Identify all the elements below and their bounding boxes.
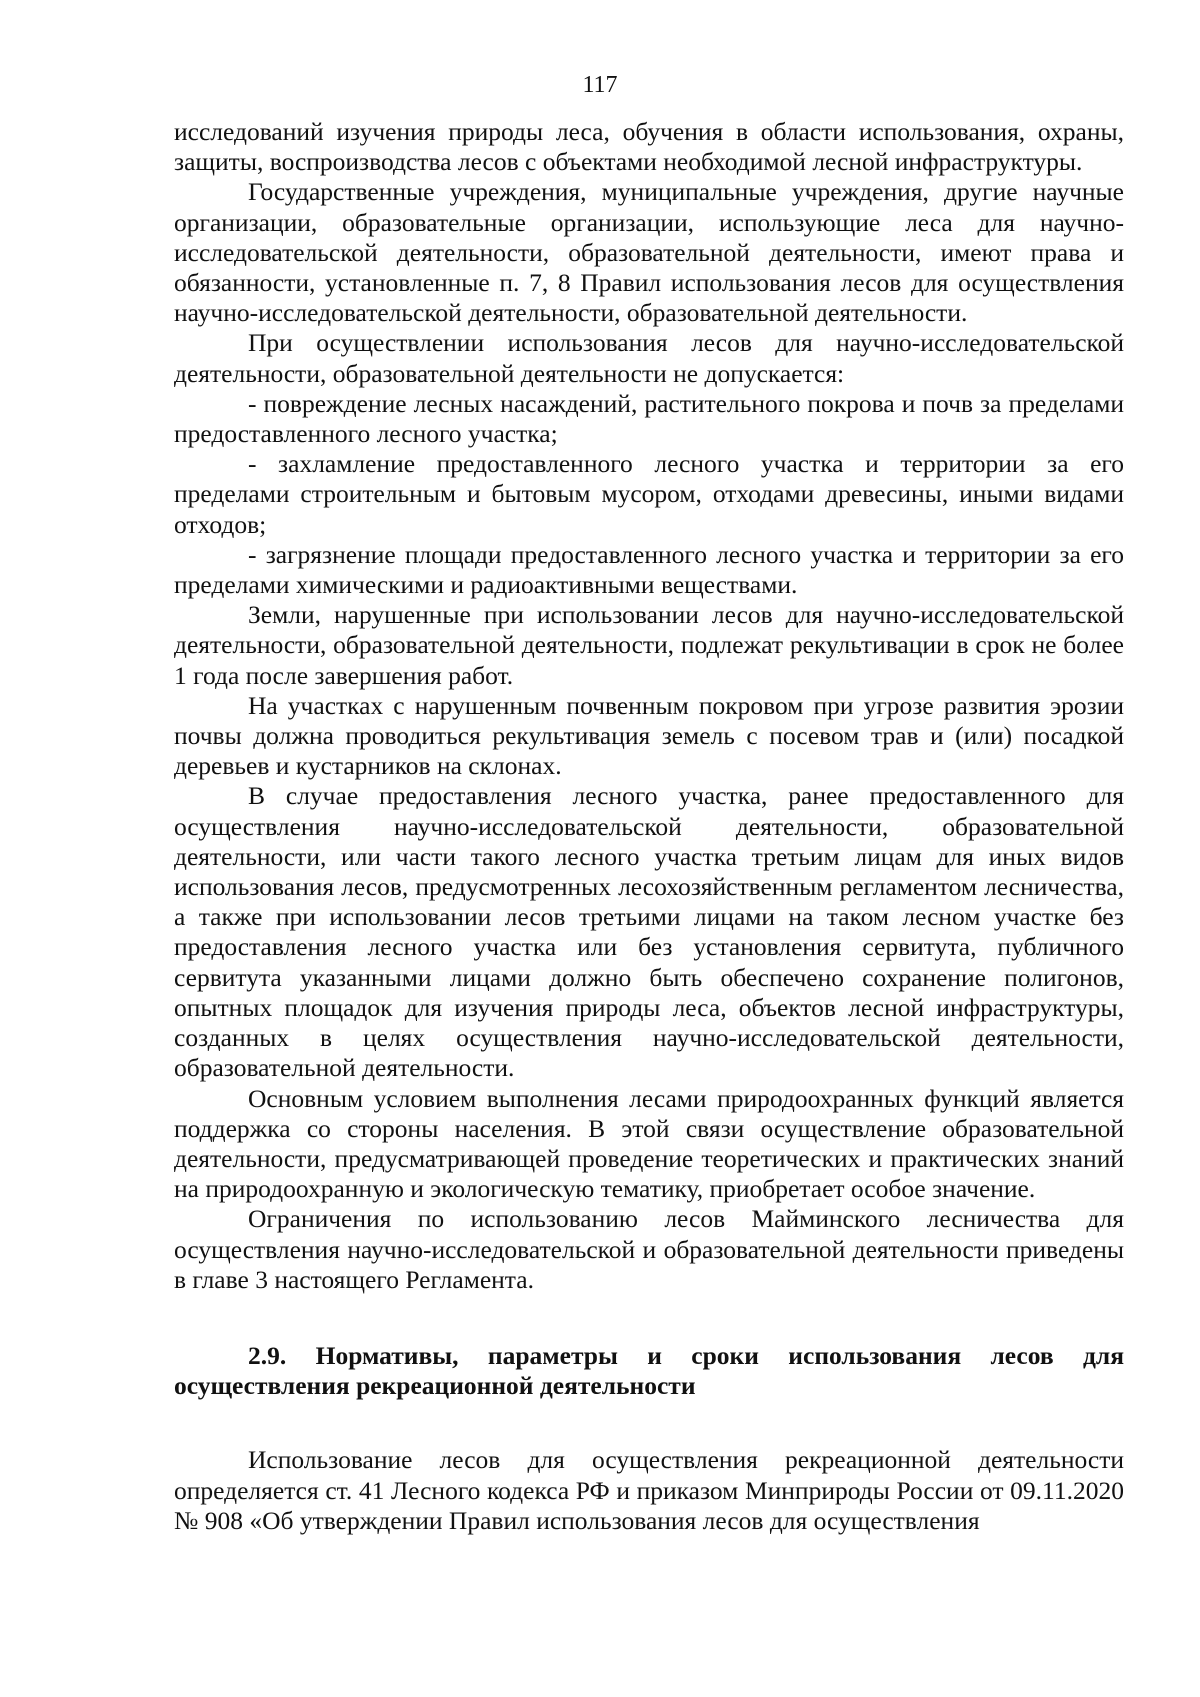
section-heading: 2.9. Нормативы, параметры и сроки использования лесов для осуществления рекреационной деятельности bbox=[174, 1340, 1124, 1401]
paragraph-third-parties: В случае предоставления лесного участка, ранее предоставленного для осуществления научно-исследовательской деятельности, образовательной деятельности, или части такого лесного участка третьим лицам для иных видов использования лесов, предусмотренных лесохозяйственным регламентом лесничества, а также при использовании лесов третьими лицами на таком лесном участке без предоставления лесного участка или без установления сервитута, публичного сервитута указанными лицами должно быть обеспечено сохранение полигонов, опытных площадок для изучения природы леса, объектов лесной инфраструктуры, созданных в целях осуществления научно-исследовательской деятельности, образовательной деятельности. bbox=[174, 781, 1124, 1083]
page-number: 117 bbox=[582, 72, 618, 98]
paragraph-public-support: Основным условием выполнения лесами природоохранных функций является поддержка со стороны населения. В этой связи осуществление образовательной деятельности, предусматривающей проведение теоретических и практических знаний на природоохранную и экологическую тематику, приобретает особое значение. bbox=[174, 1083, 1124, 1204]
paragraph-recreation: Использование лесов для осуществления рекреационной деятельности определяется ст. 41 Лесного кодекса РФ и приказом Минприроды России от 09.11.2020 № 908 «Об утверждении Правил использования лесов для осуществления bbox=[174, 1445, 1124, 1535]
paragraph-continuation: исследований изучения природы леса, обучения в области использования, охраны, защиты, воспроизводства лесов с объектами необходимой лесной инфраструктуры. bbox=[174, 117, 1124, 177]
paragraph-erosion: На участках с нарушенным почвенным покровом при угрозе развития эрозии почвы должна проводиться рекультивация земель с посевом трав и (или) посадкой деревьев и кустарников на склонах. bbox=[174, 690, 1124, 781]
paragraph-restrictions: Ограничения по использованию лесов Майминского лесничества для осуществления научно-исследовательской и образовательной деятельности приведены в главе 3 настоящего Регламента. bbox=[174, 1204, 1124, 1294]
list-item-damage: - повреждение лесных насаждений, растительного покрова и почв за пределами предоставленного лесного участка; bbox=[174, 388, 1124, 449]
document-body bbox=[174, 117, 1124, 1536]
paragraph-rights: Государственные учреждения, муниципальные учреждения, другие научные организации, образовательные организации, использующие леса для научно-исследовательской деятельности, образовательной деятельности, имеют права и обязанности, установленные п. 7, 8 Правил использования лесов для осуществления научно-исследовательской деятельности, образовательной деятельности. bbox=[174, 177, 1124, 328]
list-item-pollution: - загрязнение площади предоставленного лесного участка и территории за его пределами химическими и радиоактивными веществами. bbox=[174, 539, 1124, 600]
list-item-littering: - захламление предоставленного лесного участка и территории за его пределами строительным и бытовым мусором, отходами древесины, иными видами отходов; bbox=[174, 449, 1124, 539]
paragraph-recultivation: Земли, нарушенные при использовании лесов для научно-исследовательской деятельности, образовательной деятельности, подлежат рекультивации в срок не более 1 года после завершения работ. bbox=[174, 600, 1124, 690]
paragraph-prohibitions-intro: При осуществлении использования лесов для научно-исследовательской деятельности, образовательной деятельности не допускается: bbox=[174, 328, 1124, 388]
